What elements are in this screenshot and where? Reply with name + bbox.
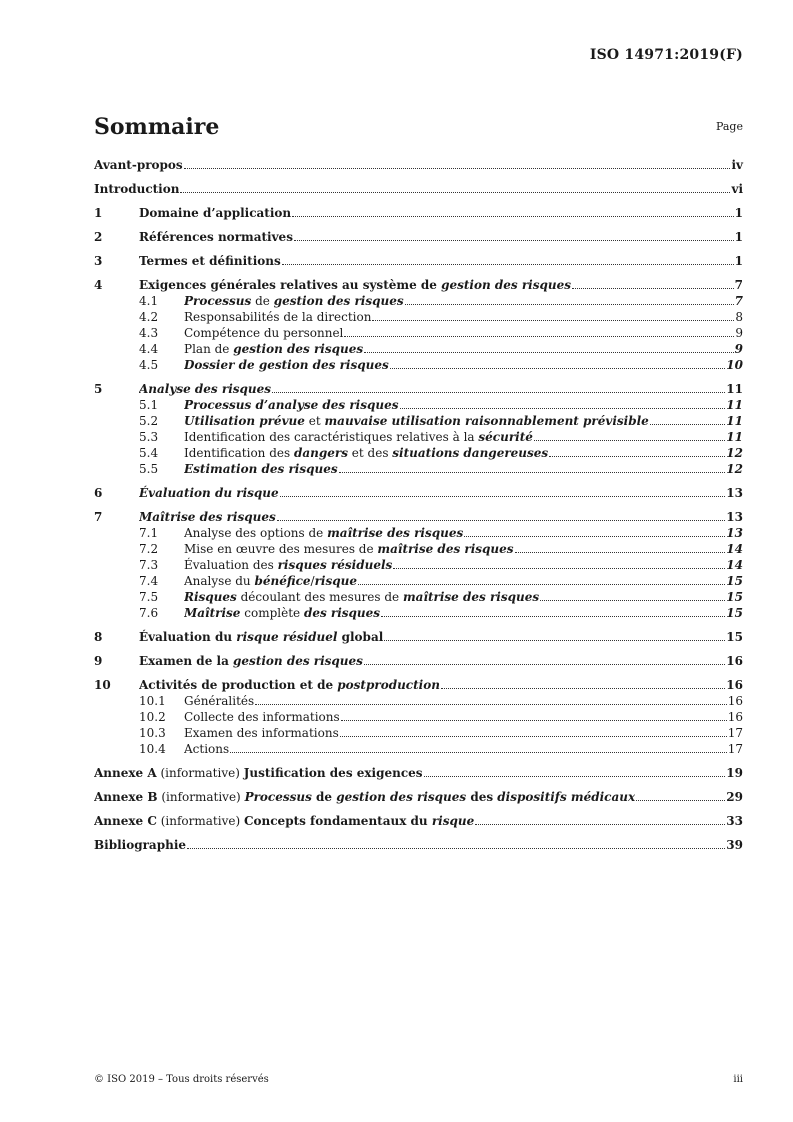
toc-entry-title-part: risque résiduel bbox=[236, 630, 338, 644]
toc-entry-title bbox=[184, 429, 533, 445]
toc-entry[interactable] bbox=[94, 293, 743, 309]
page-column-label: Page bbox=[715, 120, 743, 133]
toc-entry-title-part: Introduction bbox=[94, 182, 180, 196]
toc-entry-title-part: gestion des risques bbox=[233, 342, 364, 356]
toc-entry-number: 7.3 bbox=[139, 558, 159, 572]
toc-page-number: 1 bbox=[734, 254, 743, 268]
toc-entry[interactable] bbox=[94, 381, 743, 397]
toc-entry-title-part: / bbox=[310, 574, 315, 588]
toc-entry-title-part: Examen de la bbox=[139, 654, 234, 668]
toc-entry-title bbox=[184, 397, 399, 413]
toc-entry-title-part: Évaluation du bbox=[139, 630, 237, 644]
toc-entry-title-part: situations dangereuses bbox=[392, 446, 549, 460]
toc-entry-title-part: et des bbox=[347, 446, 393, 460]
toc-dot-leader bbox=[441, 687, 725, 689]
toc-dot-leader bbox=[572, 287, 734, 289]
toc-entry-title-part: Maîtrise des risques bbox=[139, 510, 276, 524]
toc-page-number: 39 bbox=[726, 838, 743, 852]
toc-entry-title-part: risque bbox=[314, 574, 357, 588]
toc-entry-title bbox=[184, 709, 340, 725]
toc-entry-title bbox=[94, 765, 423, 781]
toc-entry-title-part: sécurité bbox=[478, 430, 533, 444]
toc-page-number: 17 bbox=[727, 726, 743, 740]
toc-entry-title-part: Termes et définitions bbox=[139, 254, 281, 268]
toc-entry-title-part: Références normatives bbox=[139, 230, 293, 244]
toc-page-number: 19 bbox=[726, 766, 743, 780]
toc-dot-leader bbox=[475, 823, 725, 825]
toc-entry-number: 4 bbox=[94, 278, 103, 292]
toc-entry[interactable] bbox=[94, 485, 743, 501]
toc-entry-title-part: Actions bbox=[184, 742, 230, 756]
toc-entry-title-part: gestion des risques bbox=[336, 790, 467, 804]
toc-dot-leader bbox=[424, 775, 726, 777]
toc-entry-title-part: bénéfice bbox=[254, 574, 311, 588]
toc-page-number: 7 bbox=[734, 294, 743, 308]
toc-page-number: 15 bbox=[726, 606, 743, 620]
toc-entry[interactable] bbox=[94, 253, 743, 269]
toc-entry[interactable] bbox=[94, 709, 743, 725]
toc-entry[interactable] bbox=[94, 541, 743, 557]
toc-entry-number: 7.2 bbox=[139, 542, 159, 556]
toc-entry-title bbox=[184, 341, 363, 357]
toc-entry-number: 5 bbox=[94, 382, 103, 396]
toc-page-number: 14 bbox=[726, 542, 743, 556]
toc-entry-title-part: Justification des exigences bbox=[243, 766, 423, 780]
toc-entry-number: 5.1 bbox=[139, 398, 159, 412]
toc-dot-leader bbox=[187, 847, 725, 849]
toc-page-number: 13 bbox=[726, 486, 743, 500]
toc-entry-title bbox=[94, 181, 179, 197]
toc-entry-title-part: Concepts fondamentaux du bbox=[243, 814, 432, 828]
toc-entry[interactable] bbox=[94, 205, 743, 221]
toc-entry-number: 1 bbox=[94, 206, 103, 220]
toc-page-number: 16 bbox=[727, 710, 743, 724]
toc-entry[interactable] bbox=[94, 677, 743, 693]
toc-entry-title bbox=[184, 741, 229, 757]
toc-entry-title bbox=[139, 653, 363, 669]
toc-page-number: 1 bbox=[734, 230, 743, 244]
toc-entry-number: 4.1 bbox=[139, 294, 159, 308]
toc-entry-title bbox=[184, 309, 371, 325]
toc-entry-title bbox=[139, 253, 281, 269]
toc-page-number: 16 bbox=[726, 678, 743, 692]
table-of-contents bbox=[94, 157, 743, 853]
toc-entry-number: 10.2 bbox=[139, 710, 166, 724]
toc-dot-leader bbox=[390, 367, 726, 369]
toc-entry-title-part: Identification des bbox=[184, 446, 294, 460]
toc-dot-leader bbox=[515, 551, 726, 553]
toc-entry-title-part: Annexe B bbox=[94, 790, 158, 804]
toc-entry-title-part: Utilisation prévue bbox=[184, 414, 305, 428]
toc-entry-title-part: Domaine d’application bbox=[139, 206, 292, 220]
toc-dot-leader bbox=[230, 751, 727, 753]
toc-dot-leader bbox=[184, 167, 731, 169]
toc-entry-title bbox=[139, 229, 293, 245]
toc-entry-title-part: risque bbox=[431, 814, 475, 828]
toc-entry[interactable] bbox=[94, 157, 743, 173]
toc-page-number: 16 bbox=[726, 654, 743, 668]
toc-page-number: 11 bbox=[726, 382, 743, 396]
toc-entry-title-part: dispositifs médicaux bbox=[497, 790, 636, 804]
toc-entry-title-part: Bibliographie bbox=[94, 838, 187, 852]
toc-entry-title-part: Mise en œuvre des mesures de bbox=[184, 542, 378, 556]
toc-entry-title-part: Activités de production et de bbox=[139, 678, 338, 692]
toc-entry-title-part: Compétence du personnel bbox=[184, 326, 344, 340]
toc-entry[interactable] bbox=[94, 325, 743, 341]
toc-entry-title-part: Analyse des options de bbox=[184, 526, 328, 540]
toc-entry-title bbox=[184, 557, 392, 573]
toc-entry[interactable] bbox=[94, 837, 743, 853]
toc-entry-title-part: global bbox=[337, 630, 384, 644]
toc-entry-title-part: Examen des informations bbox=[184, 726, 339, 740]
toc-entry-title-part: maîtrise des risques bbox=[327, 526, 464, 540]
toc-entry[interactable] bbox=[94, 573, 743, 589]
footer-page-number: iii bbox=[733, 1074, 743, 1085]
toc-page-number: 11 bbox=[726, 398, 743, 412]
toc-entry[interactable] bbox=[94, 789, 743, 805]
toc-entry-title-part: Collecte des informations bbox=[184, 710, 340, 724]
toc-entry-number: 7.6 bbox=[139, 606, 159, 620]
toc-entry-title-part: découlant des mesures de bbox=[236, 590, 403, 604]
toc-entry-title-part: Maîtrise bbox=[184, 606, 241, 620]
toc-page-number: 15 bbox=[726, 590, 743, 604]
toc-dot-leader bbox=[405, 303, 734, 305]
toc-entry-title-part: de bbox=[311, 790, 337, 804]
toc-entry[interactable] bbox=[94, 181, 743, 197]
toc-entry-number: 4.5 bbox=[139, 358, 159, 372]
toc-page-number: 13 bbox=[726, 510, 743, 524]
toc-entry-title bbox=[184, 725, 339, 741]
toc-page-number: 15 bbox=[726, 574, 743, 588]
toc-entry-title bbox=[184, 605, 380, 621]
toc-page-number: 15 bbox=[726, 630, 743, 644]
toc-dot-leader bbox=[339, 471, 726, 473]
toc-entry-title-part: Dossier de gestion des risques bbox=[184, 358, 389, 372]
toc-entry[interactable] bbox=[94, 357, 743, 373]
toc-entry[interactable] bbox=[94, 765, 743, 781]
toc-entry-title bbox=[184, 541, 514, 557]
toc-entry[interactable] bbox=[94, 429, 743, 445]
toc-entry[interactable] bbox=[94, 693, 743, 709]
toc-dot-leader bbox=[400, 407, 726, 409]
toc-entry-title bbox=[139, 277, 571, 293]
toc-entry-title-part: maîtrise des risques bbox=[377, 542, 514, 556]
toc-page-number: 33 bbox=[726, 814, 743, 828]
toc-entry-title-part: mauvaise utilisation raisonnablement prévisible bbox=[324, 414, 649, 428]
toc-entry-title-part: (informative) bbox=[157, 790, 245, 804]
toc-entry-title bbox=[139, 629, 383, 645]
toc-entry-title bbox=[184, 525, 463, 541]
toc-dot-leader bbox=[180, 191, 730, 193]
toc-dot-leader bbox=[358, 583, 725, 585]
toc-page-number: 13 bbox=[726, 526, 743, 540]
toc-entry-title bbox=[94, 813, 474, 829]
toc-dot-leader bbox=[381, 615, 725, 617]
toc-dot-leader bbox=[282, 263, 734, 265]
page-title: Sommaire bbox=[94, 114, 220, 140]
toc-entry[interactable] bbox=[94, 589, 743, 605]
toc-entry-title bbox=[184, 293, 404, 309]
toc-page-number: 14 bbox=[726, 558, 743, 572]
toc-entry-title-part: Estimation des risques bbox=[184, 462, 338, 476]
toc-page-number: 29 bbox=[726, 790, 743, 804]
toc-entry-title-part: Plan de bbox=[184, 342, 234, 356]
toc-entry[interactable] bbox=[94, 629, 743, 645]
toc-entry-number: 5.3 bbox=[139, 430, 159, 444]
toc-dot-leader bbox=[292, 215, 734, 217]
toc-entry[interactable] bbox=[94, 413, 743, 429]
toc-entry[interactable] bbox=[94, 397, 743, 413]
toc-entry-title-part: Exigences générales relatives au système de bbox=[139, 278, 442, 292]
toc-entry-title-part: Analyse du bbox=[184, 574, 255, 588]
toc-entry-title-part: Risques bbox=[184, 590, 237, 604]
toc-entry-title-part: postproduction bbox=[337, 678, 440, 692]
toc-entry-title-part: Processus bbox=[184, 294, 252, 308]
toc-page-number: 7 bbox=[734, 278, 743, 292]
toc-entry-title bbox=[184, 573, 357, 589]
toc-entry-number: 7.4 bbox=[139, 574, 159, 588]
toc-entry-title-part: Avant-propos bbox=[94, 158, 183, 172]
toc-entry-title bbox=[184, 445, 548, 461]
toc-entry-title-part: Évaluation des bbox=[184, 558, 278, 572]
toc-entry[interactable] bbox=[94, 309, 743, 325]
toc-page-number: 11 bbox=[726, 430, 743, 444]
toc-entry-title-part: Responsabilités de la direction bbox=[184, 310, 372, 324]
toc-entry-number: 10 bbox=[94, 678, 111, 692]
toc-entry[interactable] bbox=[94, 509, 743, 525]
toc-entry-number: 7.1 bbox=[139, 526, 159, 540]
toc-dot-leader bbox=[277, 519, 726, 521]
toc-entry-title-part: dangers bbox=[293, 446, 348, 460]
toc-entry-title-part: des risques bbox=[303, 606, 381, 620]
toc-entry-number: 7 bbox=[94, 510, 103, 524]
toc-page-number: 10 bbox=[726, 358, 743, 372]
toc-entry-title-part: Annexe A bbox=[94, 766, 157, 780]
toc-entry[interactable] bbox=[94, 525, 743, 541]
toc-entry-title bbox=[94, 789, 635, 805]
toc-dot-leader bbox=[341, 719, 727, 721]
toc-entry-title-part: Évaluation du risque bbox=[139, 486, 279, 500]
toc-entry[interactable] bbox=[94, 725, 743, 741]
toc-page-number: 9 bbox=[734, 342, 743, 356]
toc-entry-title-part: des bbox=[466, 790, 498, 804]
toc-page-number: 8 bbox=[735, 310, 743, 324]
toc-entry[interactable] bbox=[94, 277, 743, 293]
toc-dot-leader bbox=[272, 391, 725, 393]
toc-entry-number: 6 bbox=[94, 486, 103, 500]
toc-entry[interactable] bbox=[94, 445, 743, 461]
toc-page-number: 16 bbox=[727, 694, 743, 708]
toc-entry-title-part: Généralités bbox=[184, 694, 255, 708]
toc-entry-title-part: de bbox=[251, 294, 274, 308]
toc-dot-leader bbox=[294, 239, 734, 241]
toc-entry-title bbox=[139, 485, 279, 501]
toc-entry[interactable] bbox=[94, 741, 743, 757]
toc-page-number: 17 bbox=[727, 742, 743, 756]
toc-entry-title-part: gestion des risques bbox=[233, 654, 363, 668]
toc-entry-title-part: Identification des caractéristiques relatives à la bbox=[184, 430, 479, 444]
toc-entry-title bbox=[184, 325, 343, 341]
toc-dot-leader bbox=[393, 567, 725, 569]
toc-entry[interactable] bbox=[94, 813, 743, 829]
toc-entry-title bbox=[184, 693, 254, 709]
toc-dot-leader bbox=[340, 735, 727, 737]
toc-entry-number: 4.2 bbox=[139, 310, 159, 324]
toc-dot-leader bbox=[650, 423, 725, 425]
toc-entry-title bbox=[139, 205, 291, 221]
toc-entry-number: 7.5 bbox=[139, 590, 159, 604]
toc-entry-title-part: Processus d’analyse des risques bbox=[184, 398, 399, 412]
toc-entry-title bbox=[94, 157, 183, 173]
toc-entry-title-part: (informative) bbox=[156, 814, 244, 828]
toc-entry-title-part: (informative) bbox=[156, 766, 244, 780]
toc-dot-leader bbox=[384, 639, 725, 641]
toc-dot-leader bbox=[280, 495, 726, 497]
toc-dot-leader bbox=[344, 335, 734, 337]
toc-page-number: 1 bbox=[734, 206, 743, 220]
toc-entry-title-part: risques résiduels bbox=[277, 558, 393, 572]
toc-entry-title-part: Analyse des risques bbox=[139, 382, 272, 396]
toc-dot-leader bbox=[255, 703, 727, 705]
toc-entry-title-part: maîtrise des risques bbox=[402, 590, 540, 604]
toc-dot-leader bbox=[364, 351, 734, 353]
toc-dot-leader bbox=[534, 439, 725, 441]
toc-page-number: iv bbox=[731, 158, 743, 172]
toc-entry-title bbox=[94, 837, 186, 853]
toc-page-number: vi bbox=[731, 182, 743, 196]
toc-entry[interactable] bbox=[94, 229, 743, 245]
toc-entry-number: 4.4 bbox=[139, 342, 159, 356]
toc-entry-number: 2 bbox=[94, 230, 103, 244]
toc-entry-title-part: gestion des risques bbox=[273, 294, 404, 308]
toc-entry-number: 8 bbox=[94, 630, 103, 644]
toc-entry-title bbox=[184, 357, 389, 373]
toc-dot-leader bbox=[549, 455, 725, 457]
toc-entry-title bbox=[184, 461, 338, 477]
toc-page-number: 12 bbox=[726, 446, 743, 460]
toc-entry-title bbox=[139, 509, 276, 525]
toc-entry[interactable] bbox=[94, 605, 743, 621]
toc-entry-number: 10.1 bbox=[139, 694, 166, 708]
toc-entry-number: 10.4 bbox=[139, 742, 166, 756]
toc-entry-number: 9 bbox=[94, 654, 103, 668]
toc-entry-number: 5.5 bbox=[139, 462, 159, 476]
toc-entry[interactable] bbox=[94, 557, 743, 573]
toc-entry-number: 4.3 bbox=[139, 326, 159, 340]
toc-page-number: 9 bbox=[735, 326, 743, 340]
toc-dot-leader bbox=[540, 599, 725, 601]
toc-entry-title bbox=[139, 677, 440, 693]
toc-dot-leader bbox=[372, 319, 734, 321]
toc-entry[interactable] bbox=[94, 461, 743, 477]
toc-entry-title bbox=[139, 381, 271, 397]
toc-entry-title-part: Processus bbox=[244, 790, 312, 804]
toc-dot-leader bbox=[364, 663, 725, 665]
toc-entry-title bbox=[184, 413, 649, 429]
toc-entry-title-part: Annexe C bbox=[94, 814, 157, 828]
toc-dot-leader bbox=[636, 799, 725, 801]
document-reference: ISO 14971:2019(F) bbox=[589, 47, 743, 63]
toc-entry-title-part: complète bbox=[240, 606, 304, 620]
toc-entry-title-part: gestion des risques bbox=[441, 278, 571, 292]
toc-entry-number: 5.2 bbox=[139, 414, 159, 428]
toc-entry-number: 10.3 bbox=[139, 726, 166, 740]
toc-entry-title-part: et bbox=[304, 414, 325, 428]
toc-page-number: 11 bbox=[726, 414, 743, 428]
toc-entry-number: 3 bbox=[94, 254, 103, 268]
toc-entry-title bbox=[184, 589, 539, 605]
toc-dot-leader bbox=[464, 535, 725, 537]
toc-entry-number: 5.4 bbox=[139, 446, 159, 460]
toc-entry[interactable] bbox=[94, 653, 743, 669]
toc-page-number: 12 bbox=[726, 462, 743, 476]
footer-copyright: © ISO 2019 – Tous droits réservés bbox=[94, 1074, 269, 1085]
toc-entry[interactable] bbox=[94, 341, 743, 357]
